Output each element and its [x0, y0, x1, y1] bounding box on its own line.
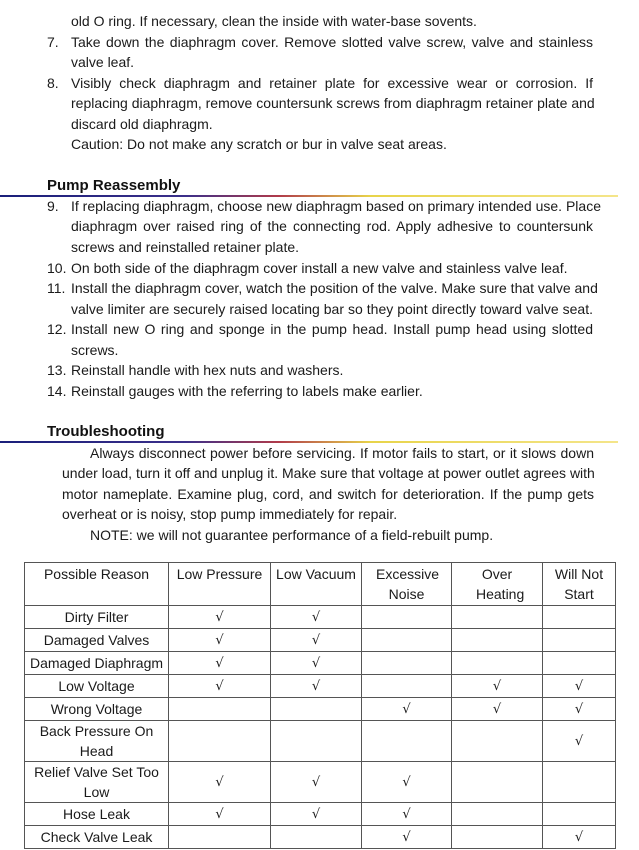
- symptom-cell: [543, 826, 616, 849]
- symptom-cell: [169, 698, 271, 721]
- table-row: [25, 826, 616, 849]
- symptom-cell: [271, 652, 362, 675]
- reason-cell: Wrong Voltage: [25, 698, 169, 721]
- symptom-cell: [452, 606, 543, 629]
- symptom-cell: [362, 629, 452, 652]
- symptom-cell: [271, 721, 362, 762]
- table-row: [25, 652, 616, 675]
- symptom-cell: [362, 652, 452, 675]
- symptom-cell: [271, 762, 362, 803]
- symptom-cell: [169, 803, 271, 826]
- step-text: Take down the diaphragm cover. Remove slotted valve screw, valve and stainless: [71, 34, 593, 50]
- step-text: Install the diaphragm cover, watch the position of the valve. Make sure that valve and: [71, 280, 598, 296]
- step-number: 12.: [47, 321, 67, 337]
- check-mark-icon: √: [311, 679, 321, 694]
- symptom-cell: [271, 606, 362, 629]
- symptom-cell: [169, 629, 271, 652]
- section-heading-troubleshooting: Troubleshooting: [47, 423, 165, 440]
- symptom-cell: [362, 675, 452, 698]
- step-text: Reinstall gauges with the referring to labels make earlier.: [71, 383, 423, 399]
- col-header: Will Not Start: [543, 563, 616, 606]
- step-number: 7.: [47, 34, 59, 50]
- symptom-cell: [271, 698, 362, 721]
- check-mark-icon: √: [311, 633, 321, 648]
- symptom-cell: [362, 721, 452, 762]
- table-row: [25, 675, 616, 698]
- col-header: Over Heating: [452, 563, 543, 606]
- caution-text: Caution: Do not make any scratch or bur in valve seat areas.: [71, 136, 447, 152]
- check-mark-icon: √: [492, 702, 502, 717]
- step-text: valve limiter are securely raised locating bar so they point directly toward valve seat.: [71, 301, 593, 317]
- symptom-cell: [271, 826, 362, 849]
- symptom-cell: [362, 803, 452, 826]
- reason-cell: Hose Leak: [25, 803, 169, 826]
- symptom-cell: [543, 652, 616, 675]
- reason-cell: Check Valve Leak: [25, 826, 169, 849]
- symptom-cell: [452, 698, 543, 721]
- table-row: [25, 721, 616, 762]
- symptom-cell: [543, 803, 616, 826]
- check-mark-icon: √: [492, 679, 502, 694]
- symptom-cell: [362, 826, 452, 849]
- step-text: Visibly check diaphragm and retainer plate for excessive wear or corrosion. If: [71, 75, 593, 91]
- check-mark-icon: √: [215, 679, 224, 694]
- step-text: Reinstall handle with hex nuts and washers.: [71, 362, 344, 378]
- symptom-cell: [169, 762, 271, 803]
- table-header-row: [25, 563, 616, 606]
- step-text: discard old diaphragm.: [71, 116, 213, 132]
- step-text: Install new O ring and sponge in the pump head. Install pump head using slotted: [71, 321, 593, 337]
- paragraph-line: Always disconnect power before servicing. If motor fails to start, or it slows down: [90, 445, 594, 461]
- check-mark-icon: √: [574, 702, 584, 717]
- col-header: Low Pressure: [169, 563, 271, 606]
- symptom-cell: [452, 675, 543, 698]
- symptom-cell: [271, 629, 362, 652]
- check-mark-icon: √: [311, 807, 321, 822]
- check-mark-icon: √: [574, 679, 584, 694]
- symptom-cell: [543, 698, 616, 721]
- step-number: 11.: [47, 280, 66, 296]
- symptom-cell: [543, 675, 616, 698]
- table-row: [25, 803, 616, 826]
- step-text: screws and reinstalled retainer plate.: [71, 239, 300, 255]
- reason-cell: Damaged Valves: [25, 629, 169, 652]
- step-number: 14.: [47, 383, 67, 399]
- symptom-cell: [543, 762, 616, 803]
- reason-cell: Dirty Filter: [25, 606, 169, 629]
- symptom-cell: [169, 826, 271, 849]
- step-number: 9.: [47, 198, 59, 214]
- symptom-cell: [362, 762, 452, 803]
- symptom-cell: [362, 698, 452, 721]
- check-mark-icon: √: [402, 775, 411, 790]
- check-mark-icon: √: [311, 610, 321, 625]
- check-mark-icon: √: [311, 775, 321, 790]
- check-mark-icon: √: [311, 656, 321, 671]
- check-mark-icon: √: [402, 807, 411, 822]
- step-text: diaphragm over raised ring of the connecting rod. Apply adhesive to countersunk: [71, 218, 593, 234]
- reason-cell: Damaged Diaphragm: [25, 652, 169, 675]
- step-number: 10.: [47, 260, 67, 276]
- symptom-cell: [543, 721, 616, 762]
- col-header: Possible Reason: [25, 563, 169, 606]
- step-text: On both side of the diaphragm cover install a new valve and stainless valve leaf.: [71, 260, 568, 276]
- reason-cell: Back Pressure On Head: [25, 721, 169, 762]
- intro-line: old O ring. If necessary, clean the inside with water-base sovents.: [71, 13, 477, 29]
- step-text: If replacing diaphragm, choose new diaphragm based on primary intended use. Place: [71, 198, 601, 214]
- reason-cell: Relief Valve Set Too Low: [25, 762, 169, 803]
- step-text: valve leaf.: [71, 54, 135, 70]
- check-mark-icon: √: [215, 775, 224, 790]
- symptom-cell: [362, 606, 452, 629]
- col-header: Low Vacuum: [271, 563, 362, 606]
- check-mark-icon: √: [215, 807, 224, 822]
- symptom-cell: [169, 606, 271, 629]
- table-row: [25, 698, 616, 721]
- symptom-cell: [169, 675, 271, 698]
- paragraph-line: under load, turn it off and unplug it. Make sure that voltage at power outlet agrees with: [62, 465, 595, 481]
- symptom-cell: [271, 675, 362, 698]
- symptom-cell: [452, 629, 543, 652]
- check-mark-icon: √: [574, 734, 584, 749]
- troubleshooting-table: [24, 562, 616, 849]
- check-mark-icon: √: [215, 610, 224, 625]
- symptom-cell: [452, 721, 543, 762]
- col-header: Excessive Noise: [362, 563, 452, 606]
- section-heading-reassembly: Pump Reassembly: [47, 177, 181, 194]
- step-number: 8.: [47, 75, 59, 91]
- table-row: [25, 606, 616, 629]
- symptom-cell: [169, 721, 271, 762]
- table-row: [25, 629, 616, 652]
- step-text: replacing diaphragm, remove countersunk screws from diaphragm retainer plate and: [71, 95, 595, 111]
- symptom-cell: [543, 629, 616, 652]
- symptom-cell: [543, 606, 616, 629]
- paragraph-line: overheat or is noisy, stop pump immediately for repair.: [62, 506, 398, 522]
- symptom-cell: [271, 803, 362, 826]
- table-row: [25, 762, 616, 803]
- symptom-cell: [452, 762, 543, 803]
- step-number: 13.: [47, 362, 67, 378]
- check-mark-icon: √: [215, 633, 224, 648]
- paragraph-line: motor nameplate. Examine plug, cord, and switch for deterioration. If the pump gets: [62, 486, 594, 502]
- symptom-cell: [452, 826, 543, 849]
- reason-cell: Low Voltage: [25, 675, 169, 698]
- step-text: screws.: [71, 342, 119, 358]
- check-mark-icon: √: [402, 830, 411, 845]
- symptom-cell: [452, 652, 543, 675]
- symptom-cell: [169, 652, 271, 675]
- symptom-cell: [452, 803, 543, 826]
- check-mark-icon: √: [402, 702, 411, 717]
- check-mark-icon: √: [574, 830, 584, 845]
- check-mark-icon: √: [215, 656, 224, 671]
- note-text: NOTE: we will not guarantee performance of a field-rebuilt pump.: [90, 527, 494, 543]
